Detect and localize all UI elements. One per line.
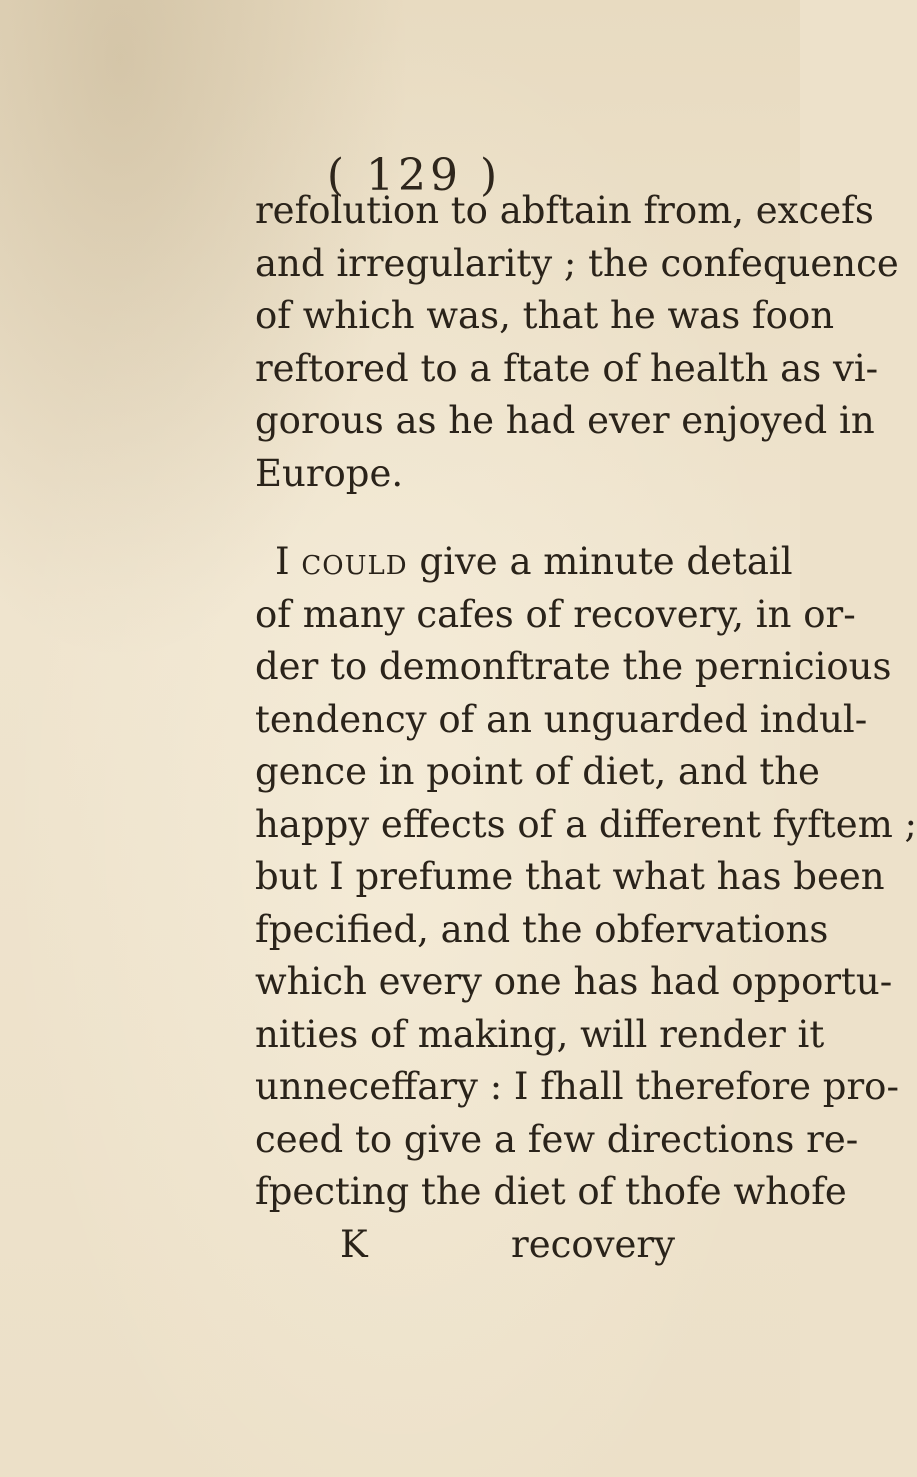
page-footer xyxy=(255,1219,685,1272)
text-line xyxy=(255,536,793,589)
text-line: gorous as he had ever enjoyed in xyxy=(255,399,875,442)
text-line: fpecified, and the obfervations xyxy=(255,907,829,951)
text-line: which every one has had opportu- xyxy=(255,960,893,1003)
text-line: refolution to abftain from, excefs xyxy=(255,189,874,232)
page-text xyxy=(255,185,917,1271)
text-line: of which was, that he was foon xyxy=(255,294,835,337)
text-line: happy effects of a different fyftem ; xyxy=(255,802,917,846)
page-number: ( 129 ) xyxy=(326,150,502,201)
text-line: but I prefume that what has been xyxy=(255,855,885,898)
first-word-smallcaps: could xyxy=(301,540,408,583)
signature-mark: K xyxy=(340,1222,368,1266)
paragraph-2 xyxy=(255,536,917,1219)
text-line: Europe. xyxy=(255,451,404,495)
text-line: tendency of an unguarded indul- xyxy=(255,697,868,741)
paragraph-gap xyxy=(255,500,685,536)
text-line: ceed to give a few directions re- xyxy=(255,1117,859,1161)
text-line: nities of making, will render it xyxy=(255,1012,825,1056)
text-line: unneceffary : I fhall therefore pro- xyxy=(255,1065,899,1108)
catchword: recovery xyxy=(511,1222,675,1266)
first-line-rest: give a minute detail xyxy=(419,540,793,583)
first-word: I xyxy=(275,540,290,583)
text-line: fpecting the diet of thofe whofe xyxy=(255,1170,847,1213)
text-line: gence in point of diet, and the xyxy=(255,750,820,793)
text-line: reftored to a ftate of health as vi- xyxy=(255,346,879,390)
paragraph-1 xyxy=(255,185,899,500)
text-line: of many cafes of recovery, in or- xyxy=(255,592,856,636)
text-line: and irregularity ; the confequence xyxy=(255,241,899,285)
text-line: der to demonftrate the pernicious xyxy=(255,645,892,688)
